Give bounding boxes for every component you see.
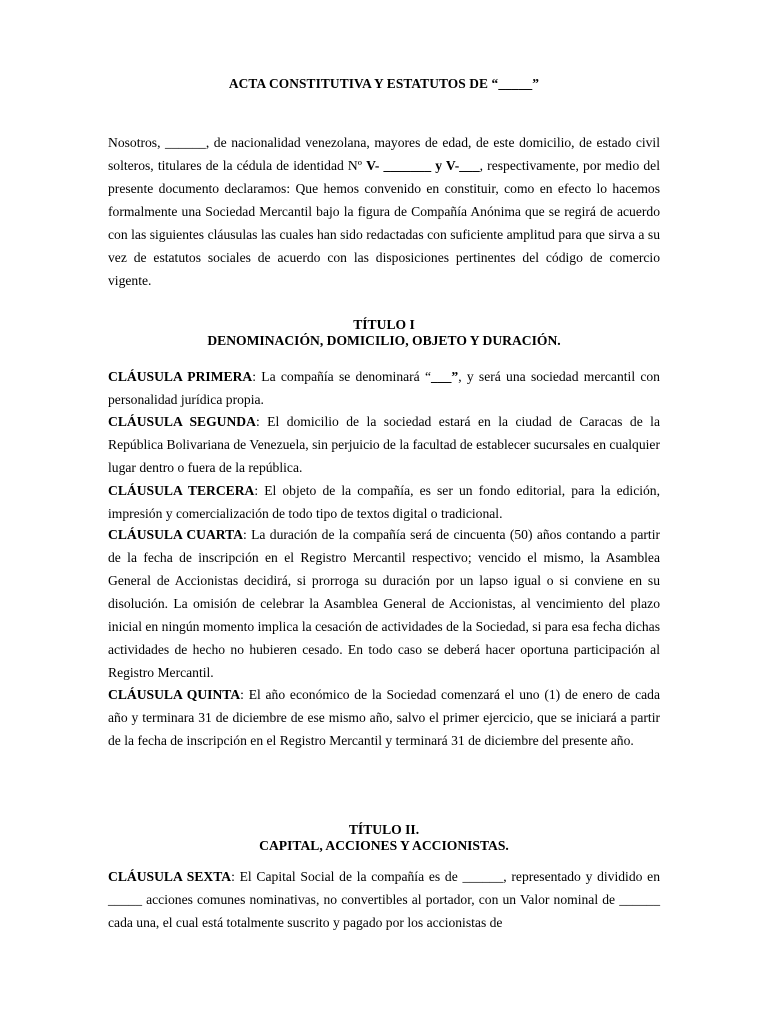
clausula-segunda-label: CLÁUSULA SEGUNDA	[108, 414, 256, 429]
clausula-sexta-text: : El Capital Social de la compañía es de ______, representado y dividido en _____ acciones comunes nominativas, no convertibles al portador, con un Valor nominal de ______ cada una, el cual está totalmente suscrito y pagado por los accionistas de	[108, 869, 660, 930]
document-title: ACTA CONSTITUTIVA Y ESTATUTOS DE “_____”	[228, 76, 540, 91]
clausula-primera-text-2: , y será una sociedad mercantil con personalidad jurídica propia.	[108, 369, 660, 407]
clausula-primera-label: CLÁUSULA PRIMERA	[108, 369, 253, 384]
intro-id-numbers: V- _______ y V-___	[366, 158, 480, 173]
titulo-2-subheading: CAPITAL, ACCIONES Y ACCIONISTAS.	[259, 838, 509, 853]
clausula-sexta	[108, 865, 660, 934]
clausula-primera	[108, 365, 660, 411]
clausula-cuarta	[108, 523, 660, 684]
clausula-cuarta-text: : La duración de la compañía será de cincuenta (50) años contando a partir de la fecha de inscripción en el Registro Mercantil respectivo; vencido el mismo, la Asamblea General de Accionistas decidirá, si prorroga su duración por un lapso igual o si conviene en su disolución. La omisión de celebrar la Asamblea General de Accionistas, al vencimiento del plazo inicial en ningún momento implica la cesación de actividades de la Sociedad, si para esa fecha dichas actividades de hecho no hubieren cesado. En todo caso se deberá hacer oportuna participación al Registro Mercantil.	[108, 527, 660, 680]
intro-text-1: Nosotros, ______, de nacionalidad venezolana, mayores de edad, de este domicilio, de estado civil solteros, titulares de la cédula de identidad Nº	[108, 135, 660, 173]
clausula-quinta	[108, 683, 660, 752]
clausula-tercera	[108, 479, 660, 525]
intro-text-2: , respectivamente, por medio del presente documento declaramos: Que hemos convenido en constituir, como en efecto lo hacemos formalmente una Sociedad Mercantil bajo la figura de Compañía Anónima que se regirá de acuerdo con las siguientes cláusulas las cuales han sido redactadas con suficiente amplitud para que sirva a su vez de estatutos sociales de acuerdo con las disposiciones pertinentes del código de comercio vigente.	[108, 158, 660, 288]
titulo-1-heading: TÍTULO I	[353, 317, 415, 332]
clausula-tercera-text: : El objeto de la compañía, es ser un fondo editorial, para la edición, impresión y comercialización de todo tipo de textos digital o tradicional.	[108, 483, 660, 521]
intro-paragraph	[108, 131, 660, 292]
clausula-cuarta-label: CLÁUSULA CUARTA	[108, 527, 244, 542]
clausula-primera-name-blank: ___”	[431, 369, 459, 384]
clausula-sexta-label: CLÁUSULA SEXTA	[108, 869, 232, 884]
clausula-segunda-text: : El domicilio de la sociedad estará en la ciudad de Caracas de la República Bolivariana de Venezuela, sin perjuicio de la facultad de establecer sucursales en cualquier lugar dentro o fuera de la república.	[108, 414, 660, 475]
titulo-1-subheading: DENOMINACIÓN, DOMICILIO, OBJETO Y DURACIÓN.	[207, 333, 561, 348]
titulo-2-heading: TÍTULO II.	[348, 822, 420, 837]
clausula-quinta-text: : El año económico de la Sociedad comenzará el uno (1) de enero de cada año y terminara 31 de diciembre de ese mismo año, salvo el primer ejercicio, que se iniciará a partir de la fecha de inscripción en el Registro Mercantil y terminará 31 de diciembre del presente año.	[108, 687, 660, 748]
clausula-tercera-label: CLÁUSULA TERCERA	[108, 483, 255, 498]
clausula-quinta-label: CLÁUSULA QUINTA	[108, 687, 241, 702]
clausula-segunda	[108, 410, 660, 479]
clausula-primera-text: : La compañía se denominará “	[252, 369, 432, 384]
